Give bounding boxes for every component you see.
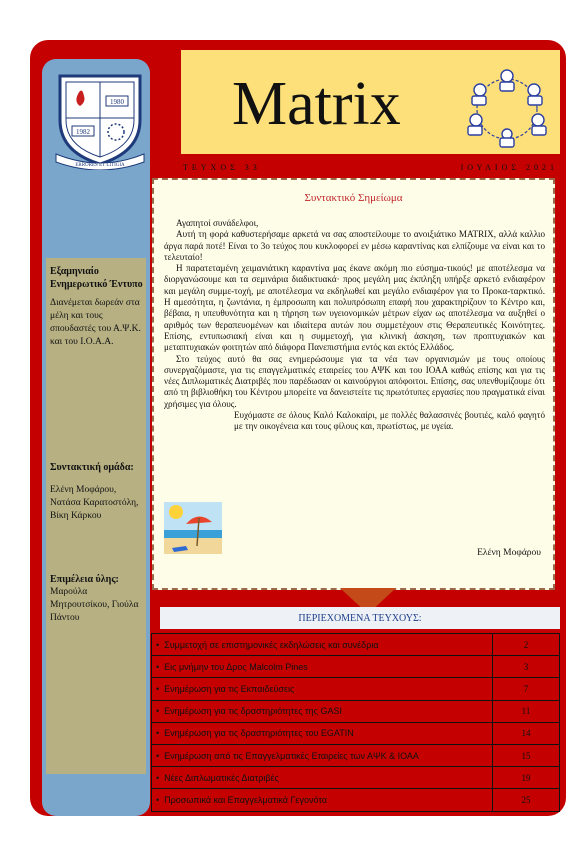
editorial-box bbox=[152, 178, 555, 590]
toc-item-title[interactable]: • Ενημέρωση για τις δραστηριότητες της GASI bbox=[152, 700, 493, 722]
logo-year-bottom: 1982 bbox=[76, 128, 90, 136]
sidebar-text-team: Ελένη Μοφάρου, Νατάσα Καρατοστόλη, Βίκη Κάρκου bbox=[50, 485, 139, 521]
toc-item-page: 3 bbox=[493, 656, 560, 678]
toc-item-page: 7 bbox=[493, 678, 560, 700]
logo-motto: ERRORES ET LITIGIA bbox=[75, 163, 125, 168]
newsletter-title: Matrix bbox=[232, 70, 401, 138]
editorial-paragraph: Η παρατεταμένη χειμανιάτικη καραντίνα μας έκανε ακόμη πιο εύσημα-τικούς! με αποτέλεσμα να διοργανώσουμε και τα σεμινάρια διαδικτυακά· προς μεγάλη μας έκπληξη υπήρξε αρκετό ενδιαφέρον και μεγάλη συμμε-τοχή, με αποτέλεσμα να εκδηλωθεί και μεγάλο ενδιαφέρον για το Προκα-ταρκτικό. Η αμεσότητα, η ζωντάνια, η έμπροσωπη και πολυπρόσωπη επαφή που χαρακτηρίζουν το Κέντρο και, βέβαια, η υπευθυνότητα και η τήρηση των υγειονομικών μέτρων είχαν ως αποτέλεσμα να αυξηθεί ο αριθμός των θεραπευομένων και ιδιαίτερα αυτών που συμμετέχουν στις Θεραπευτικές Κοινότητες. Επίσης, εντυπωσιακή είναι και η συμμετοχή, για κλινική άσκηση, των προπτυχιακών και μεταπτυχιακών φοιτητών από διάφορα Πανεπιστήμια εντός και εκτός Ελλάδος. bbox=[164, 263, 545, 353]
toc-heading: ΠΕΡΙΕΧΟΜΕΝΑ ΤΕΥΧΟΥΣ: bbox=[160, 607, 560, 629]
editorial-title: Συντακτικό Σημείωμα bbox=[304, 192, 403, 204]
toc-row[interactable] bbox=[152, 744, 560, 766]
toc-row[interactable] bbox=[152, 789, 560, 811]
toc-row[interactable] bbox=[152, 722, 560, 744]
toc-item-title[interactable]: • Εις μνήμην του Δρος Malcolm Pines bbox=[152, 656, 493, 678]
editorial-paragraph: Ευχόμαστε σε όλους Καλό Καλοκαίρι, με πολλές θαλασσινές βουτιές, καλό φαγητό με την οικογένεια και τους φίλους και, πρωτίστως, με υγεία. bbox=[234, 410, 545, 432]
sidebar-heading-team: Συντακτική ομάδα: bbox=[50, 462, 134, 473]
toc-item-title[interactable]: • Προσωπικά και Επαγγελματικά Γεγονότα bbox=[152, 789, 493, 811]
editorial-body bbox=[164, 218, 545, 433]
people-circle-icon bbox=[462, 68, 552, 150]
toc-table bbox=[151, 633, 560, 812]
toc-row[interactable] bbox=[152, 700, 560, 722]
toc-row[interactable] bbox=[152, 634, 560, 656]
toc-item-page: 2 bbox=[493, 634, 560, 656]
sidebar-section-editorial-team bbox=[50, 461, 146, 523]
toc-item-page: 19 bbox=[493, 767, 560, 789]
sidebar-text-curation: Μαρούλα Μητρουτσίκου, Γιούλα Πάντου bbox=[50, 587, 139, 623]
sidebar-heading-newsletter: Εξαμηνιαίο Ενημερωτικό Έντυπο bbox=[50, 266, 143, 290]
logo-year-top: 1980 bbox=[110, 98, 124, 106]
toc-item-title[interactable]: • Συμμετοχή σε επιστημονικές εκδηλώσεις και συνέδρια bbox=[152, 634, 493, 656]
toc-item-title[interactable]: • Ενημέρωση από τις Επαγγελματικές Εταιρείες των ΑΨΚ & ΙΟΑΑ bbox=[152, 744, 493, 766]
toc-item-page: 11 bbox=[493, 700, 560, 722]
toc-item-title[interactable]: • Ενημέρωση για τις δραστηριότητες του EGATIN bbox=[152, 722, 493, 744]
sidebar-section-newsletter bbox=[50, 265, 146, 349]
beach-umbrella-icon bbox=[164, 502, 222, 554]
toc-item-title[interactable]: • Νέες Διπλωματικές Διατριβές bbox=[152, 767, 493, 789]
sidebar-text-distribution: Διανέμεται δωρεάν στα μέλη και τους σπουδαστές του Α.Ψ.Κ. και του Ι.Ο.Α.Α. bbox=[50, 298, 141, 347]
issue-date: ΙΟΥΛΙΟΣ 2021 bbox=[460, 163, 558, 172]
issue-number: ΤΕΥΧΟΣ 33 bbox=[183, 163, 261, 172]
sidebar-section-curation bbox=[50, 573, 146, 625]
editorial-paragraph: Στο τεύχος αυτό θα σας ενημερώσουμε για τα νέα των οργανισμών με τους οποίους συνεργαζόμαστε, για τις επαγγελματικές εταιρείες του ΑΨΚ και του ΙΟΑΑ καθώς επίσης και για τις νέες Διπλωματικές Διατριβές που παρέδωσαν οι καινούργιοι απόφοιτοι. Επίσης, σας υπενθυμίζουμε ότι από τη βιβλιοθήκη του Κέντρου μπορείτε να δανειστείτε τις πρωτότυπες εργασίες που πραγματικά είναι χρήσιμες για όλους. bbox=[164, 353, 545, 409]
toc-row[interactable] bbox=[152, 656, 560, 678]
issue-bar bbox=[181, 161, 560, 174]
toc-item-title[interactable]: • Ενημέρωση για τις Εκπαιδεύσεις bbox=[152, 678, 493, 700]
editorial-signature: Ελένη Μοφάρου bbox=[477, 548, 541, 558]
toc-item-page: 15 bbox=[493, 744, 560, 766]
sidebar-heading-curation: Επιμέλεια ύλης: bbox=[50, 574, 119, 585]
editorial-paragraph: Αυτή τη φορά καθυστερήσαμε αρκετά να σας αποστείλουμε το ανοιξιάτικο MATRIX, αλλά καλλιο άργα παρά ποτέ! Είναι το 3ο τεύχος που κυκλοφορεί εν μέσω καραντίνας και ελπίζουμε να είναι και το τελευταίο! bbox=[164, 229, 545, 262]
editorial-greeting: Αγαπητοί συνάδελφοι, bbox=[176, 218, 259, 228]
shield-crest-icon bbox=[52, 70, 148, 170]
toc-row[interactable] bbox=[152, 767, 560, 789]
toc-row[interactable] bbox=[152, 678, 560, 700]
toc-item-page: 14 bbox=[493, 722, 560, 744]
toc-item-page: 25 bbox=[493, 789, 560, 811]
